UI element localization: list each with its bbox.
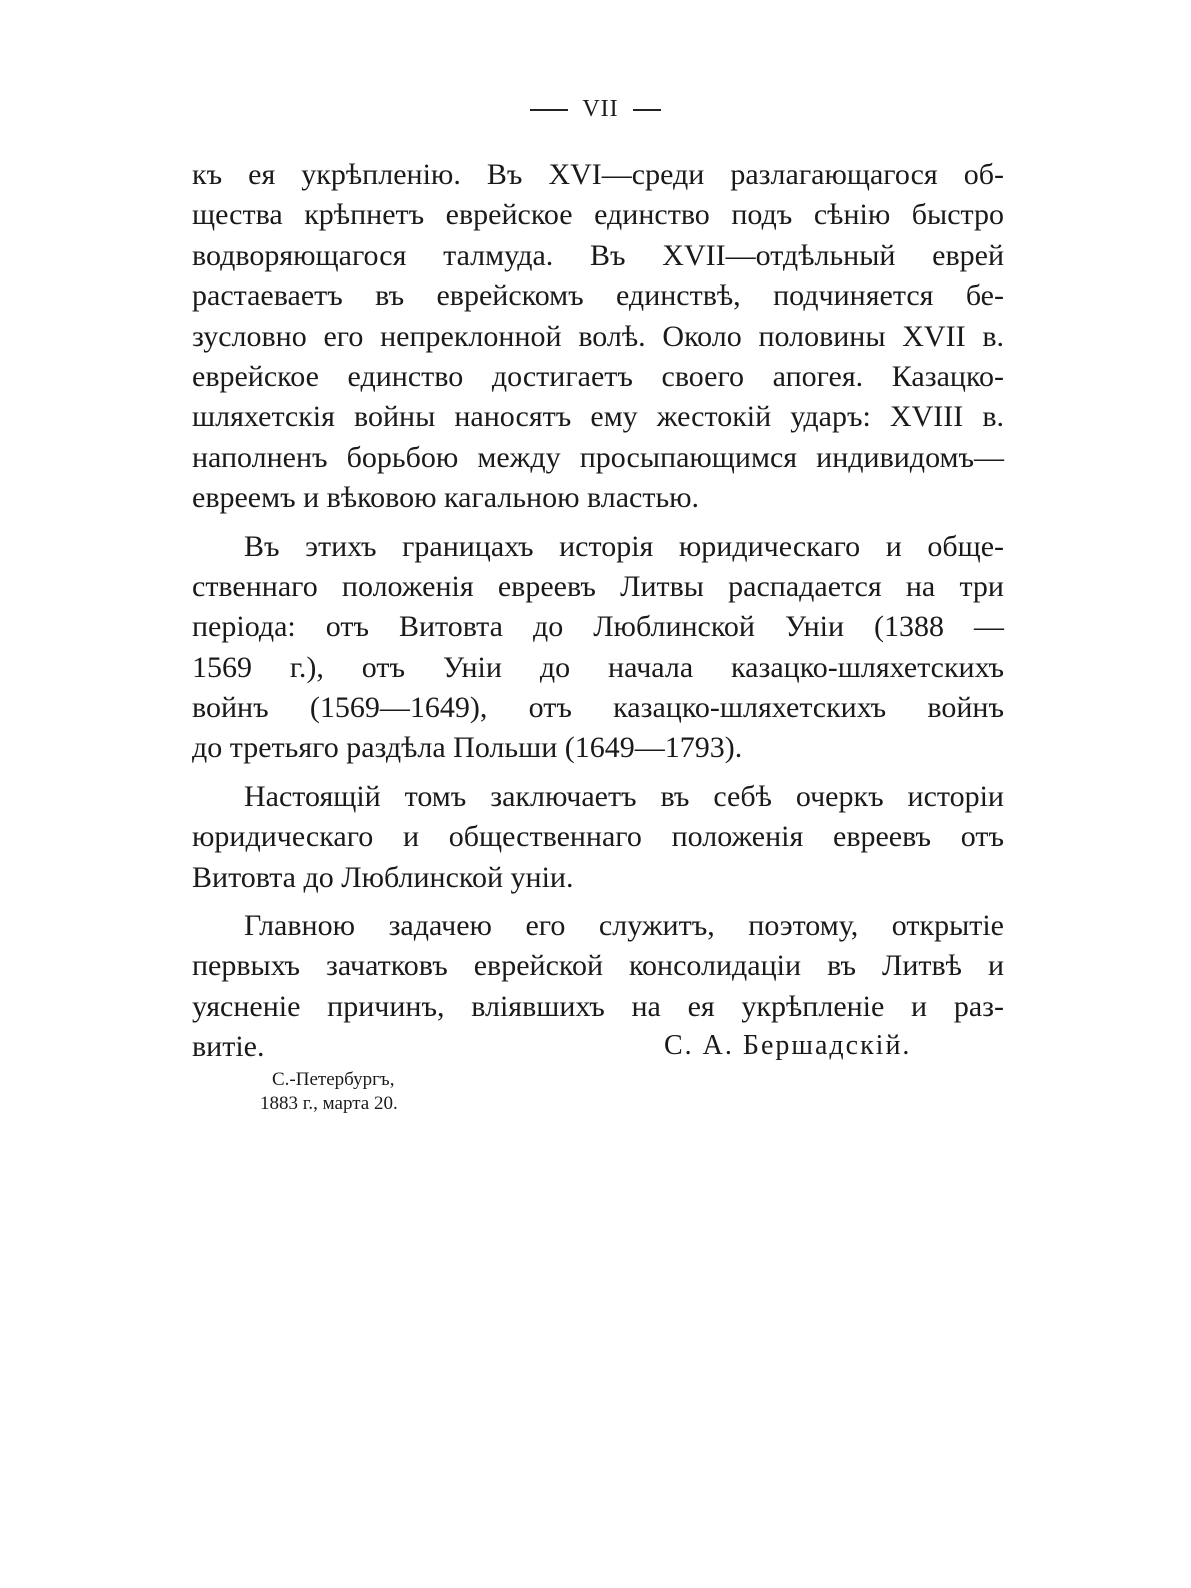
paragraph-1 [192, 155, 1004, 519]
header-dash-right [633, 109, 661, 111]
text-line: водворяющагося талмуда. Въ XVII—отдѣльный еврей [192, 238, 1004, 272]
page-header [0, 96, 1191, 123]
text-line: шляхетскія войны наносятъ ему жестокій ударъ: XVIII в. [192, 400, 1004, 434]
text-line: евреемъ и вѣковою кагальною властью. [192, 481, 700, 515]
text-line: Витовта до Люблинской уніи. [192, 860, 574, 894]
text-line: войнъ (1569—1649), отъ казацко-шляхетскихъ войнъ [192, 691, 1004, 725]
body-text [192, 155, 1004, 1076]
text-line: ственнаго положенія евреевъ Литвы распадается на три [192, 569, 1004, 603]
text-line: витіе. [192, 1030, 265, 1064]
paragraph-3 [192, 777, 1004, 898]
text-line: до третьяго раздѣла Польши (1649—1793). [192, 731, 743, 765]
text-line: Настоящій томъ заключаетъ въ себѣ очеркъ исторіи [244, 779, 1004, 813]
header-dash-left [530, 109, 568, 111]
text-line: Въ этихъ границахъ исторія юридическаго и обще- [244, 529, 1004, 563]
text-line: щества крѣпнетъ еврейское единство подъ сѣнію быстро [192, 198, 1004, 232]
text-line: еврейское единство достигаетъ своего апогея. Казацко- [192, 359, 1004, 393]
text-line: зусловно его непреклонной волѣ. Около половины XVII в. [192, 319, 1004, 353]
place-date [260, 1068, 398, 1116]
text-line: растаеваетъ въ еврейскомъ единствѣ, подчиняется бе- [192, 279, 1004, 313]
place: С.-Петербургъ, [272, 1069, 395, 1090]
text-line: къ ея укрѣпленію. Въ XVI—среди разлагающагося об- [192, 158, 1004, 191]
paragraph-2 [192, 527, 1004, 769]
author-signature: С. А. Бершадскій. [664, 1030, 912, 1061]
text-line: наполненъ борьбою между просыпающимся индивидомъ— [192, 440, 1004, 474]
text-line: уясненіе причинъ, вліявшихъ на ея укрѣпленіе и раз- [192, 989, 1004, 1023]
text-line: періода: отъ Витовта до Люблинской Уніи (1388 — [192, 610, 1004, 644]
text-line: первыхъ зачатковъ еврейской консолидаціи въ Литвѣ и [192, 949, 1004, 983]
text-line: Главною задачею его служитъ, поэтому, открытіе [244, 909, 1004, 943]
date: 1883 г., марта 20. [260, 1093, 398, 1114]
page-number: VII [582, 96, 619, 122]
text-line: юридическаго и общественнаго положенія евреевъ отъ [192, 820, 1004, 854]
text-line: 1569 г.), отъ Уніи до начала казацко-шляхетскихъ [192, 650, 1004, 684]
